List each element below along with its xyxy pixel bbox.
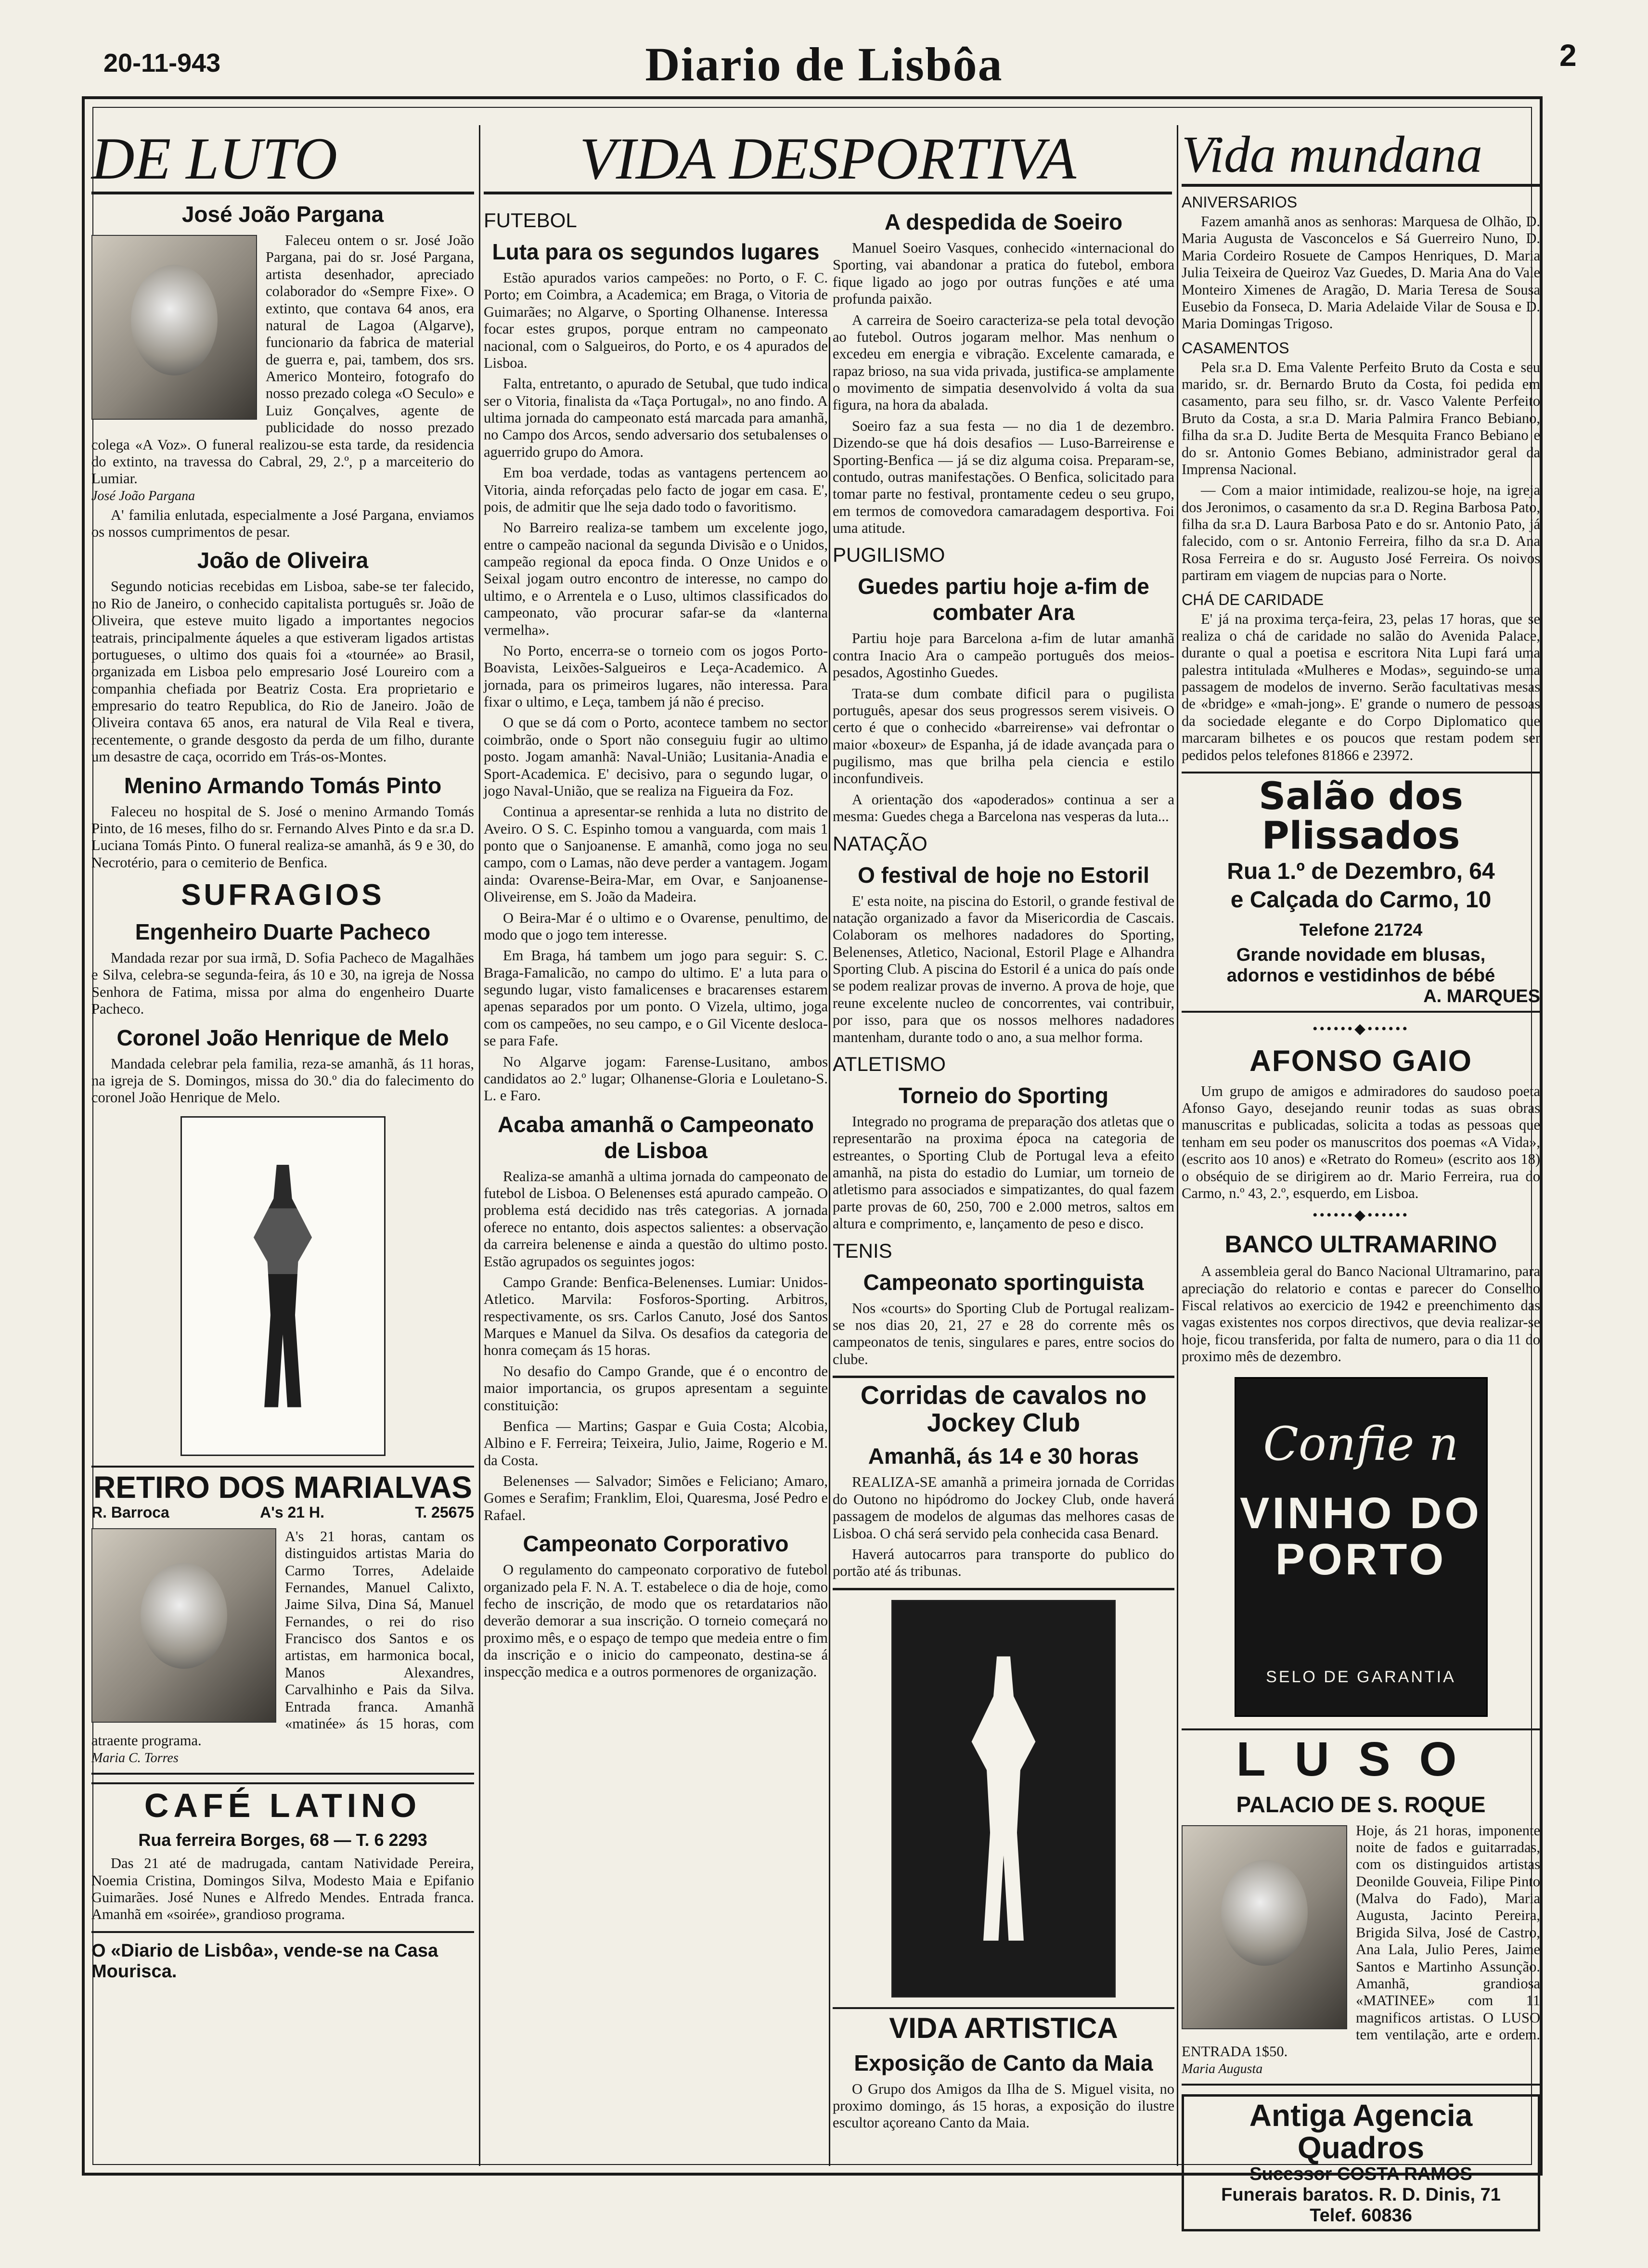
mundana-text: Fazem amanhã anos as senhoras: Marquesa de Olhão, D. Maria Augusta de Vasconcelos e Sá Guerreiro Nuno, D. Maria Cordeiro Rosuete de Campos Henriques, D. Maria Julia Teixeira de Queiroz Vaz Guedes, D. Maria Ana do Vale Monteiro Ximenes de Aragão, D. Maria Teresa de Sousa Eusebio da Fonseca, D. Maria Adelaide Vilar de Sousa e D. Maria Domingas Trigoso.	[1182, 213, 1540, 332]
portrait-face	[131, 265, 218, 375]
sufragio-text: Mandada rezar por sua irmã, D. Sofia Pacheco de Magalhães e Silva, celebra-se segunda-feira, ás 10 e 30, na igreja de Nossa Senhora de Fatima, missa por alma do engenheiro Duarte Pacheco.	[91, 950, 474, 1018]
dancer-figure	[962, 1656, 1046, 1940]
ad-title: Salão dos Plissados	[1259, 774, 1463, 858]
wine-seal: SELO DE GARANTIA	[1266, 1667, 1456, 1686]
ad-signature: A. MARQUES	[1423, 986, 1540, 1006]
corridas-box	[833, 1376, 1174, 1590]
ad-time: A's 21 H.	[260, 1503, 324, 1521]
sale-notice: O «Diario de Lisbôa», vende-se na Casa Mourisca.	[91, 1940, 438, 1982]
article-paragraph: Continua a apresentar-se renhida a luta no distrito de Aveiro. O S. C. Espinho tomou a vanguarda, com mais 1 ponto que o Sanjoanense. E amanhã, como joga no seu campo, com o Lamas, não deve perder a vantagem. Jogam ainda: Ovarense-Beira-Mar, em Ovar, e Sanjoanense-Oliveirense, em S. João da Madeira.	[484, 803, 828, 905]
ad-title: RETIRO DOS MARIALVAS	[93, 1469, 472, 1505]
article-paragraph: Haverá autocarros para transporte do publico do portão até ás tribunas.	[833, 1546, 1174, 1580]
article-paragraph: Nos «courts» do Sporting Club de Portugal realizam-se nos dias 20, 21, 27 e 28 do corrente mês os campeonatos de tenis, singulares e pares, entre socios do clube.	[833, 1300, 1174, 1367]
column-rule	[1177, 125, 1178, 2166]
ad-line: Sucessor COSTA RAMOS	[1249, 2164, 1472, 2185]
ad-line: Grande novidade em blusas,	[1236, 944, 1486, 965]
sufragio-heading: Coronel João Henrique de Melo	[116, 1025, 449, 1050]
cavalier-figure	[245, 1165, 322, 1407]
ad-subtitle: PALACIO DE S. ROQUE	[1236, 1791, 1486, 1817]
banco-text: A assembleia geral do Banco Nacional Ultramarino, para apreciação do relatorio e contas e parecer do Conselho Fiscal relativos ao exercicio de 1942 e preenchimento das vagas existentes nos corpos directivos, que devia realizar-se hoje, ficou transferida, por falta de numero, para o dia 11 do proximo mês de dezembro.	[1182, 1263, 1540, 1365]
illustration-dancer	[891, 1600, 1116, 1997]
obituary-heading: João de Oliveira	[197, 548, 369, 573]
column-luto	[91, 126, 474, 2165]
portrait-photo	[91, 235, 257, 420]
vida-artistica	[833, 2007, 1174, 2139]
corridas-title: Corridas de cavalos no Jockey Club	[860, 1381, 1147, 1437]
article-paragraph: Belenenses — Salvador; Simões e Feliciano; Amaro, Gomes e Serafim; Franklim, Eloi, Quaresma, José Pedro e Rafael.	[484, 1473, 828, 1523]
sufragio-text: Mandada celebrar pela familia, reza-se amanhã, ás 11 horas, na igreja de S. Domingos, missa do 30.º dia do falecimento do coronel João Henrique de Melo.	[91, 1055, 474, 1106]
article-paragraph: O Grupo dos Amigos da Ilha de S. Miguel visita, no proximo domingo, ás 15 horas, a exposição do ilustre escultor açoreano Canto da Maia.	[833, 2080, 1174, 2131]
section-title-mundana: Vida mundana	[1182, 129, 1540, 187]
section-title-luto: DE LUTO	[91, 129, 474, 194]
article-paragraph: E' esta noite, na piscina do Estoril, o grande festival de natação organizado a favor da Misericordia de Cascais. Colaboram os melhores nadadores do Sporting, Belenenses, Atletico, Nacional, Estoril Plage e Alhandra Sporting Club. A piscina do Estoril é a unica do país onde se podem realizar provas de inverno. A prova de hoje, que reune excelente nucleo de concorrentes, vai contribuir, por isso, para que os nossos melhores nadadores mantenham, durante todo o ano, a sua melhor forma.	[833, 892, 1174, 1045]
ad-agencia-quadros	[1182, 2094, 1540, 2231]
ad-line: Telef. 60836	[1310, 2205, 1412, 2226]
column-rule	[829, 337, 830, 2166]
artistica-title: VIDA ARTISTICA	[889, 2011, 1118, 2044]
article-paragraph: REALIZA-SE amanhã a primeira jornada de Corridas do Outono no hipódromo do Jockey Club, onde haverá passagem de modelos de algumas das melhores casas de Lisboa. O chá será servido pela conhecida casa Benard.	[833, 1474, 1174, 1542]
ad-info-row	[91, 1504, 474, 1521]
article-heading: Torneio do Sporting	[898, 1082, 1109, 1108]
obituary-heading: José João Pargana	[181, 202, 384, 227]
obituary-text: Faleceu ontem o sr. José João Pargana, pai do sr. José Pargana, artista desenhador, apreciado colaborador do «Sempre Fixe». O extinto, que contava 64 anos, era natural de Lagoa (Algarve), funcionario da fabrica de material de guerra e, pai, tambem, dos srs. Americo Monteiro, fotografo do nosso prezado colega «O Seculo» e Luiz Gonçalves, agente de publicidade do nosso prezado colega «A Voz». O funeral realizou-se esta tarde, da residencia do extinto, na travessa do Cabral, 29, 2.º, p a marceiterio do Lumiar.	[91, 232, 474, 487]
photo-caption: José João Pargana	[91, 488, 195, 503]
article-paragraph: Manuel Soeiro Vasques, conhecido «internacional do Sporting, vai abandonar a pratica do futebol, embora fique ligado ao jogo por outras funções e até uma profunda paixão.	[833, 240, 1174, 308]
ad-vinho-do-porto	[1235, 1377, 1488, 1717]
article-paragraph: Estão apurados varios campeões: no Porto, o F. C. Porto; em Coimbra, a Academica; em Braga, o Vitoria de Guimarães; no Algarve, o Sporting Olhanense. Interessa focar estes grupos, porque entram no campeonato nacional, com o Salgueiros, do Porto, e os 4 apurados de Lisboa.	[484, 270, 828, 371]
illustration-cavalier	[180, 1116, 386, 1456]
article-paragraph: Em boa verdade, todas as vantagens pertencem ao Vitoria, ainda reforçadas pelo facto de jogar em casa. E', pois, de admitir que lhe seja dado todo o favoritismo.	[484, 464, 828, 515]
article-paragraph: A orientação dos «apoderados» continua a ser a mesma: Guedes chega a Barcelona nas vesperas da luta...	[833, 791, 1174, 825]
wine-slogan: Confie n	[1263, 1417, 1459, 1471]
singer-photo	[91, 1528, 276, 1723]
masthead	[0, 0, 1648, 96]
article-paragraph: Benfica — Martins; Gaspar e Guia Costa; Alcobia, Albino e F. Ferreira; Teixeira, Julio, Jaime, Rogerio e M. da Costa.	[484, 1418, 828, 1469]
article-heading: Campeonato Corporativo	[523, 1531, 789, 1557]
section-title-sufragios: SUFRAGIOS	[181, 878, 385, 912]
column-desporto-left	[484, 202, 828, 2166]
sufragio-heading: Engenheiro Duarte Pacheco	[135, 919, 431, 944]
ad-salao-plissados	[1182, 772, 1540, 1013]
issue-date: 20-11-943	[103, 49, 221, 77]
article-paragraph: Partiu hoje para Barcelona a-fim de lutar amanhã contra Inacio Ara o campeão português dos meios-pesados, Agostinho Guedes.	[833, 630, 1174, 681]
divider: ••••••◆••••••	[1312, 1207, 1410, 1224]
article-paragraph: Campo Grande: Benfica-Belenenses. Lumiar: Unidos-Atletico. Marvila: Fosforos-Sporting. Arbitros, respectivamente, os srs. Carlos Canuto, José dos Santos Marques e Manuel da Silva. Os desafios da categoria de honra começam ás 15 horas.	[484, 1274, 828, 1359]
newspaper-title: Diario de Lisbôa	[645, 38, 1003, 91]
ad-line: Funerais baratos. R. D. Dinis, 71	[1221, 2185, 1501, 2205]
wine-name: VINHO DO PORTO	[1240, 1488, 1482, 1585]
sport-kicker: NATAÇÃO	[833, 832, 927, 855]
singer-photo	[1182, 1825, 1347, 2029]
sport-kicker: FUTEBOL	[484, 209, 577, 232]
article-paragraph: O que se dá com o Porto, acontece tambem no sector coimbrão, onde o Sport não conseguiu fugir ao ultimo posto. Jogam amanhã: Naval-União; Lusitania-Anadia e Sport-Academica. E' decisivo, para o segundo lugar, o jogo Naval-União, que se realiza na Figueira da Foz.	[484, 714, 828, 799]
column-rule	[479, 125, 480, 2166]
ad-phone: T. 25675	[415, 1503, 474, 1521]
obituary-text: Faleceu no hospital de S. José o menino Armando Tomás Pinto, de 16 meses, filho do sr. Fernando Alves Pinto e da sr.a D. Luciana Tomás Pinto. O funeral realiza-se amanhã, ás 9 e 30, do Necrotério, para o cemiterio de Benfica.	[91, 803, 474, 871]
mundana-text: E' já na proxima terça-feira, 23, pelas 17 horas, que se realiza o chá de caridade no salão do Avenida Palace, durante o qual a poetisa e escritora Nita Lupi fará uma palestra intitulada «Mulheres e Modas», seguindo-se uma passagem de modelos de inverno. Serão facultativas mesas de «bridge» e «mah-jong». E' grande o numero de pessoas da sociedade elegante e do Corpo Diplomatico que marcaram bilhetes e os poucos que restam podem ser pedidos pelos telefones 81866 e 23972.	[1182, 610, 1540, 763]
obituary-text: Segundo noticias recebidas em Lisboa, sabe-se ter falecido, no Rio de Janeiro, o conhecido capitalista português sr. João de Oliveira, que esteve muito ligado a importantes negocios teatrais, principalmente áqueles a que estiveram ligados artistas portugueses, o ultimo dos quais foi a «tournée» ao Brasil, organizada em Lisboa pelo empresario José Loureiro com a companhia chefiada por Beatriz Costa. Era proprietario e empresario do teatro Republica, do Rio de Janeiro. João de Oliveira contava 65 anos, era natural de Vila Real e tivera, recentemente, o grande desgosto da perda de um filho, durante um desastre de caça, ocorrido em Trás-os-Montes.	[91, 578, 474, 765]
article-heading: Luta para os segundos lugares	[492, 239, 820, 264]
article-paragraph: Integrado no programa de preparação dos atletas que o representarão na proxima época na categoria de estreantes, o Sporting Club de Portugal leva a efeito amanhã, na pista do estadio do Lumiar, um torneio de atletismo para associados e simpatizantes, do qual fazem parte provas de 60, 250, 700 e 2.000 metros, saltos em altura e comprimento, e, lançamento de peso e disco.	[833, 1113, 1174, 1232]
article-heading: Campeonato sportinguista	[863, 1269, 1144, 1295]
sport-kicker: TENIS	[833, 1239, 892, 1262]
ad-text: A's 21 horas, cantam os distinguidos artistas Maria do Carmo Torres, Adelaide Fernandes, Manuel Calixto, Jaime Silva, Dina Sá, Manuel Fernandes, o rei do riso Francisco dos Santos e os artistas, em harmonica bocal, Manos Alexandres, Carvalhinho e Pais da Silva. Entrada franca. Amanhã «matinée» ás 15 horas, com atraente programa.	[91, 1528, 474, 1749]
ad-line: adornos e vestidinhos de bébé	[1226, 965, 1495, 986]
ad-retiro-marialvas	[91, 1466, 474, 1775]
ad-address: Rua 1.º de Dezembro, 64	[1227, 858, 1495, 884]
article-paragraph: No Barreiro realiza-se tambem um excelente jogo, entre o campeão nacional da segunda Divisão e o Unidos, campeão regional da epoca finda. O Onze Unidos e o Seixal jogam outro encontro de interesse, no campo do ultimo, e o Arrentela e o Luso, ultimos classificados do campeonato, vão procurar safar-se da «lanterna vermelha».	[484, 519, 828, 638]
article-heading: Exposição de Canto da Maia	[854, 2050, 1153, 2075]
sport-kicker: ATLETISMO	[833, 1052, 946, 1075]
ad-place: R. Barroca	[91, 1503, 169, 1521]
article-paragraph: No Porto, encerra-se o torneio com os jogos Porto-Boavista, Leixões-Salgueiros e Leça-Academico. A jornada, para os primeiros lugares, não interessa. Para fixar o ultimo, e Leça, tambem já não é preciso.	[484, 642, 828, 710]
ad-title: CAFÉ LATINO	[144, 1786, 422, 1824]
section-title-desporto: VIDA DESPORTIVA	[484, 129, 1172, 194]
divider: ••••••◆••••••	[1312, 1020, 1410, 1037]
article-heading: Guedes partiu hoje a-fim de combater Ara	[858, 574, 1149, 625]
article-paragraph: Em Braga, há tambem um jogo para seguir: S. C. Braga-Famalicão, no campo do ultimo. E' a luta para o segundo lugar, visto famalicenses e bracarenses estarem apenas separados por um ponto. O Vizela, ultimo, joga com os campeões, no seu campo, e o Gil Vicente desloca-se para Fafe.	[484, 947, 828, 1049]
banco-title: BANCO ULTRAMARINO	[1224, 1231, 1497, 1258]
article-heading: O festival de hoje no Estoril	[858, 862, 1149, 888]
mundana-kicker: CHÁ DE CARIDADE	[1182, 591, 1324, 608]
column-desporto-right	[833, 202, 1174, 2166]
ad-title: Antiga Agencia Quadros	[1249, 2098, 1473, 2165]
article-paragraph: Realiza-se amanhã a ultima jornada do campeonato de futebol de Lisboa. O Belenenses está apurado campeão. O problema está decidido nas três categorias. A jornada oferece no entanto, dois aspectos salientes: a observação da carreira belenense e ainda a questão do ultimo posto. Estão agrupados os seguintes jogos:	[484, 1168, 828, 1270]
singer-face	[141, 1563, 227, 1669]
article-heading: Acaba amanhã o Campeonato de Lisboa	[498, 1111, 814, 1163]
mundana-kicker: ANIVERSARIOS	[1182, 193, 1298, 211]
obituary-heading: Menino Armando Tomás Pinto	[124, 773, 442, 798]
article-heading: A despedida de Soeiro	[884, 209, 1123, 234]
column-mundana	[1182, 126, 1540, 2226]
page-number: 2	[1559, 38, 1577, 73]
ad-cafe-latino	[91, 1782, 474, 1933]
article-paragraph: No desafio do Campo Grande, que é o encontro de maior importancia, os grupos apresentam a seguinte constituição:	[484, 1363, 828, 1414]
gaio-text: Um grupo de amigos e admiradores do saudoso poeta Afonso Gayo, desejando reunir todas as suas obras manuscritas e publicadas, solicita a todas as pessoas que tenham em seu poder os manuscritos dos poemas «A Vida», (escrito aos 10 anos) e «Retrato do Romeu» (escrito aos 18) o obséquio de se dirigirem ao dr. Mario Ferreira, rua do Carmo, n.º 43, 2.º, esquerdo, em Lisboa.	[1182, 1082, 1540, 1201]
article-paragraph: O regulamento do campeonato corporativo de futebol organizado pela F. N. A. T. estabelece o dia de hoje, como fecho de inscrição, de modo que os retardatarios não deverão demorar a sua inscrição. O torneio começará no proximo mês, e o espaço de tempo que medeia entre o fim da inscrição e o inicio do campeonato, destina-se á inspecção medica e a outros pormenores de organização.	[484, 1561, 828, 1680]
ad-title: LUSO	[1236, 1732, 1486, 1786]
ad-luso	[1182, 1728, 1540, 2086]
photo-caption: Maria C. Torres	[91, 1750, 179, 1765]
article-paragraph: Falta, entretanto, o apurado de Setubal, que tudo indica ser o Vitoria, finalista da «Taça Portugal», no ano findo. A ultima jornada do campeonato está marcada para amanhã, no Campo dos Arcos, sendo adversario dos setubalenses o aguerrido grupo do Amora.	[484, 375, 828, 460]
photo-caption: Maria Augusta	[1182, 2061, 1263, 2076]
article-paragraph: O Beira-Mar é o ultimo e o Ovarense, penultimo, de modo que o jogo tem interesse.	[484, 909, 828, 943]
article-paragraph: A carreira de Soeiro caracteriza-se pela total devoção ao futebol. Outros jogaram melhor. Mas nenhum o excedeu em energia e vibração. Excelente camarada, e rapaz brioso, na sua vida privada, justifica-se amplamente o movimento de simpatia desenvolvido á volta da sua figura, na hora da abalada.	[833, 311, 1174, 413]
mundana-text: Pela sr.a D. Ema Valente Perfeito Bruto da Costa e seu marido, sr. dr. Bernardo Bruto da Costa, foi pedida em casamento, para seu filho, sr. dr. Vasco Valente Perfeito Bruto da Costa, a sr.a D. Maria Palmira Franco Bebiano, filha da sr.a D. Judite Berta de Mesquita Franco Bebiano e do sr. Antonio Gomes Bebiano, administrador geral da Imprensa Nacional.	[1182, 359, 1540, 477]
mundana-kicker: CASAMENTOS	[1182, 339, 1289, 357]
article-paragraph: Trata-se dum combate dificil para o pugilista português, apesar dos seus progressos serem visiveis. O certo é que o conhecido «barreirense» vai defrontar o maior «boxeur» de Espanha, já de idade avançada para o pugilismo, mas que brilha pela ciencia e estilo inconfundiveis.	[833, 685, 1174, 787]
article-paragraph: No Algarve jogam: Farense-Lusitano, ambos candidatos ao 2.º lugar; Olhanense-Gloria e Louletano-S. L. e Faro.	[484, 1053, 828, 1104]
ad-phone: Telefone 21724	[1299, 919, 1423, 940]
ad-address: Rua ferreira Borges, 68 — T. 6 2293	[138, 1830, 427, 1850]
obituary-text: A' familia enlutada, especialmente a José Pargana, enviamos os nossos cumprimentos de pesar.	[91, 506, 474, 540]
ad-text: Hoje, ás 21 horas, imponente noite de fados e guitarradas, com os distinguidos artistas Deonilde Gouveia, Filipe Pinto (Malva do Fado), Maria Augusta, Jacinto Pereira, Brigida Silva, José de Castro, Ana Lala, Julio Peres, Jaime Santos e Martinho Assunção. Amanhã, grandiosa «MATINEE» com 11 magnificos artistas. O LUSO tem ventilação, arte e ordem. ENTRADA 1$50.	[1182, 1822, 1540, 2060]
mundana-text: — Com a maior intimidade, realizou-se hoje, na igreja dos Jeronimos, o casamento da sr.a D. Regina Barbosa Pato, filha da sr.a D. Laura Barbosa Pato e do sr. Antonio Pato, já falecido, com o sr. Antonio Ferreira, filho da sr.a D. Ana Rosa Ferreira e do sr. Augusto José Ferreira. Os noivos partiram em viagem de nupcias para o Norte.	[1182, 482, 1540, 584]
sport-kicker: PUGILISMO	[833, 543, 945, 567]
ad-text: Das 21 até de madrugada, cantam Natividade Pereira, Noemia Cristina, Domingos Silva, Modesto Maia e Epifanio Guimarães. José Nunes e Alfredo Mendes. Entrada franca. Amanhã em «soirée», grandioso programa.	[91, 1855, 474, 1923]
gaio-title: AFONSO GAIO	[1249, 1044, 1472, 1078]
singer-face	[1221, 1860, 1308, 1966]
corridas-subtitle: Amanhã, ás 14 e 30 horas	[868, 1443, 1139, 1469]
article-paragraph: Soeiro faz a sua festa — no dia 1 de dezembro. Dizendo-se que há dois desafios — Luso-Barreirense e Sporting-Benfica — já se diz alguma coisa. Preparam-se, contudo, outras manifestações. O Benfica, solicitado para tomar parte no festival, prontamente cedeu o seu grupo, em termos de comovedora camaradagem desportiva. Foi uma atitude.	[833, 417, 1174, 536]
ad-address: e Calçada do Carmo, 10	[1230, 887, 1492, 913]
